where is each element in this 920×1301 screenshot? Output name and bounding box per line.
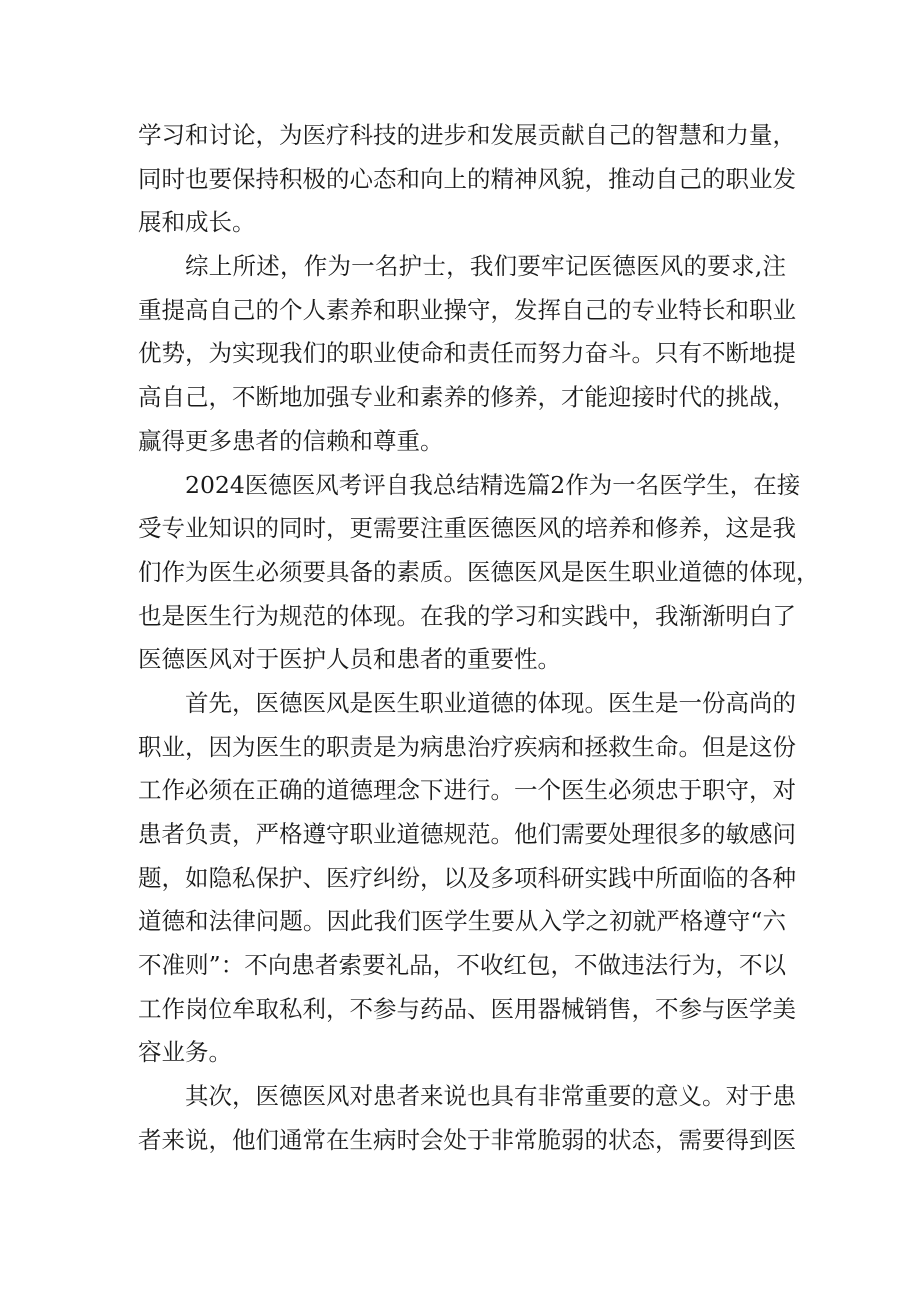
text-line: 展和成长。 (138, 208, 256, 237)
text-line: 容业务。 (138, 1038, 232, 1067)
text-line: 综上所述，作为一名护士，我们要牢记医德医风的要求,注 (185, 252, 786, 281)
text-line: 也是医生行为规范的体现。在我的学习和实践中，我渐渐明白了 (138, 601, 796, 630)
text-line: 其次，医德医风对患者来说也具有非常重要的意义。对于患 (185, 1082, 796, 1111)
text-line: 同时也要保持积极的心态和向上的精神风貌，推动自己的职业发 (138, 164, 796, 193)
text-line: 道德和法律问题。因此我们医学生要从入学之初就严格遵守“六 (138, 907, 786, 936)
text-line: 高自己，不断地加强专业和素养的修养，才能迎接时代的挑战， (138, 383, 796, 412)
paragraph-article-2-intro (138, 464, 820, 682)
paragraph-summary (138, 245, 796, 463)
text-line: 重提高自己的个人素养和职业操守，发挥自己的专业特长和职业 (138, 295, 796, 324)
text-line: 学习和讨论，为医疗科技的进步和发展贡献自己的智慧和力量， (138, 121, 796, 149)
paragraph-continuation (138, 114, 796, 245)
text-line: 工作必须在正确的道德理念下进行。一个医生必须忠于职守，对 (138, 776, 796, 805)
paragraph-first-point (138, 682, 796, 1075)
text-line: 不准则”：不向患者索要礼品，不收红包，不做违法行为，不以 (138, 951, 786, 980)
text-line: 首先，医德医风是医生职业道德的体现。医生是一份高尚的 (185, 688, 796, 717)
text-line: 赢得更多患者的信赖和尊重。 (138, 426, 444, 455)
body-text (138, 114, 820, 1163)
text-line: 工作岗位牟取私利，不参与药品、医用器械销售，不参与医学美 (138, 994, 796, 1023)
text-line: 优势，为实现我们的职业使命和责任而努力奋斗。只有不断地提 (138, 339, 796, 368)
text-line: 2024医德医风考评自我总结精选篇2作为一名医学生，在接 (185, 470, 801, 499)
text-line: 受专业知识的同时，更需要注重医德医风的培养和修养，这是我 (138, 514, 796, 543)
text-line: 们作为医生必须要具备的素质。医德医风是医生职业道德的体现， (138, 557, 820, 586)
text-line: 职业，因为医生的职责是为病患治疗疾病和拯救生命。但是这份 (138, 732, 796, 761)
text-line: 题，如隐私保护、医疗纠纷，以及多项科研实践中所面临的各种 (138, 863, 796, 892)
paragraph-second-point (138, 1075, 796, 1162)
text-line: 者来说，他们通常在生病时会处于非常脆弱的状态，需要得到医 (138, 1125, 796, 1154)
text-line: 患者负责，严格遵守职业道德规范。他们需要处理很多的敏感问 (138, 820, 796, 848)
text-line: 医德医风对于医护人员和患者的重要性。 (138, 645, 561, 674)
